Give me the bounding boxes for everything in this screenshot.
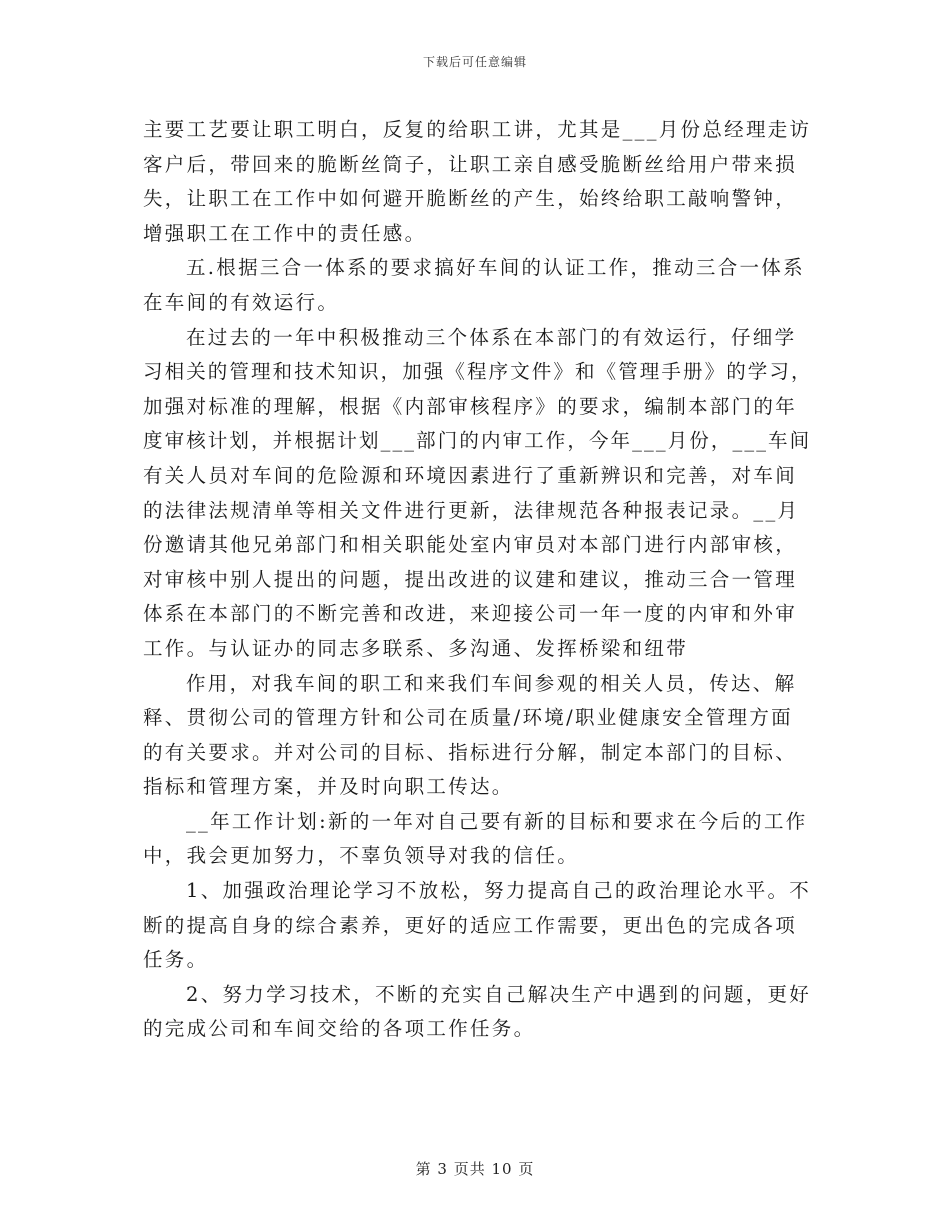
text-line: 任务。 [143, 948, 209, 972]
text-line: 加强对标准的理解，根据《内部审核程序》的要求，编制本部门的年 [143, 394, 798, 418]
text-line: 度审核计划，并根据计划___部门的内审工作，今年___月份，___车间 [143, 429, 812, 453]
text-line: 的法律法规清单等相关文件进行更新，法律规范各种报表记录。__月 [143, 498, 800, 522]
text-line: 五.根据三合一体系的要求搞好车间的认证工作，推动三合一体系 [186, 256, 805, 280]
text-line: 增强职工在工作中的责任感。 [143, 221, 427, 245]
text-line: 在车间的有效运行。 [143, 290, 340, 314]
text-line: 习相关的管理和技术知识，加强《程序文件》和《管理手册》的学习， [143, 360, 813, 384]
text-line: 主要工艺要让职工明白，反复的给职工讲，尤其是___月份总经理走访 [143, 118, 812, 141]
text-line: 工作。与认证办的同志多联系、多沟通、发挥桥梁和纽带 [143, 636, 689, 660]
text-line: 2、努力学习技术，不断的充实自己解决生产中遇到的问题，更好 [186, 982, 812, 1006]
page-number-footer: 第 3 页共 10 页 [415, 1160, 535, 1178]
text-line: 在过去的一年中积极推动三个体系在本部门的有效运行，仔细学 [186, 325, 797, 349]
page-header: 下载后可任意编辑 [422, 55, 527, 69]
text-line: 释、贯彻公司的管理方针和公司在质量/环境/职业健康安全管理方面 [143, 706, 793, 730]
text-line: 的有关要求。并对公司的目标、指标进行分解，制定本部门的目标、 [143, 740, 798, 764]
text-line: 失，让职工在工作中如何避开脆断丝的产生，始终给职工敲响警钟， [143, 187, 798, 211]
text-line: 有关人员对车间的危险源和环境因素进行了重新辨识和完善，对车间 [143, 463, 798, 487]
text-line: 份邀请其他兄弟部门和相关职能处室内审员对本部门进行内部审核， [143, 533, 798, 557]
text-line: 客户后，带回来的脆断丝筒子，让职工亲自感受脆断丝给用户带来损 [143, 152, 798, 176]
text-line: 1、加强政治理论学习不放松，努力提高自己的政治理论水平。不 [186, 879, 812, 903]
text-line: 对审核中别人提出的问题，提出改进的议建和建议，推动三合一管理 [143, 567, 798, 591]
text-line: 体系在本部门的不断完善和改进，来迎接公司一年一度的内审和外审 [143, 602, 798, 626]
document-body [143, 113, 813, 1047]
text-line: 作用，对我车间的职工和来我们车间参观的相关人员，传达、解 [186, 671, 797, 695]
text-line: __年工作计划:新的一年对自己要有新的目标和要求在今后的工作 [186, 809, 808, 833]
text-line: 中，我会更加努力，不辜负领导对我的信任。 [143, 844, 580, 868]
text-line: 断的提高自身的综合素养，更好的适应工作需要，更出色的完成各项 [143, 913, 798, 937]
text-line: 指标和管理方案，并及时向职工传达。 [143, 775, 514, 799]
text-line: 的完成公司和车间交给的各项工作任务。 [143, 1017, 536, 1041]
